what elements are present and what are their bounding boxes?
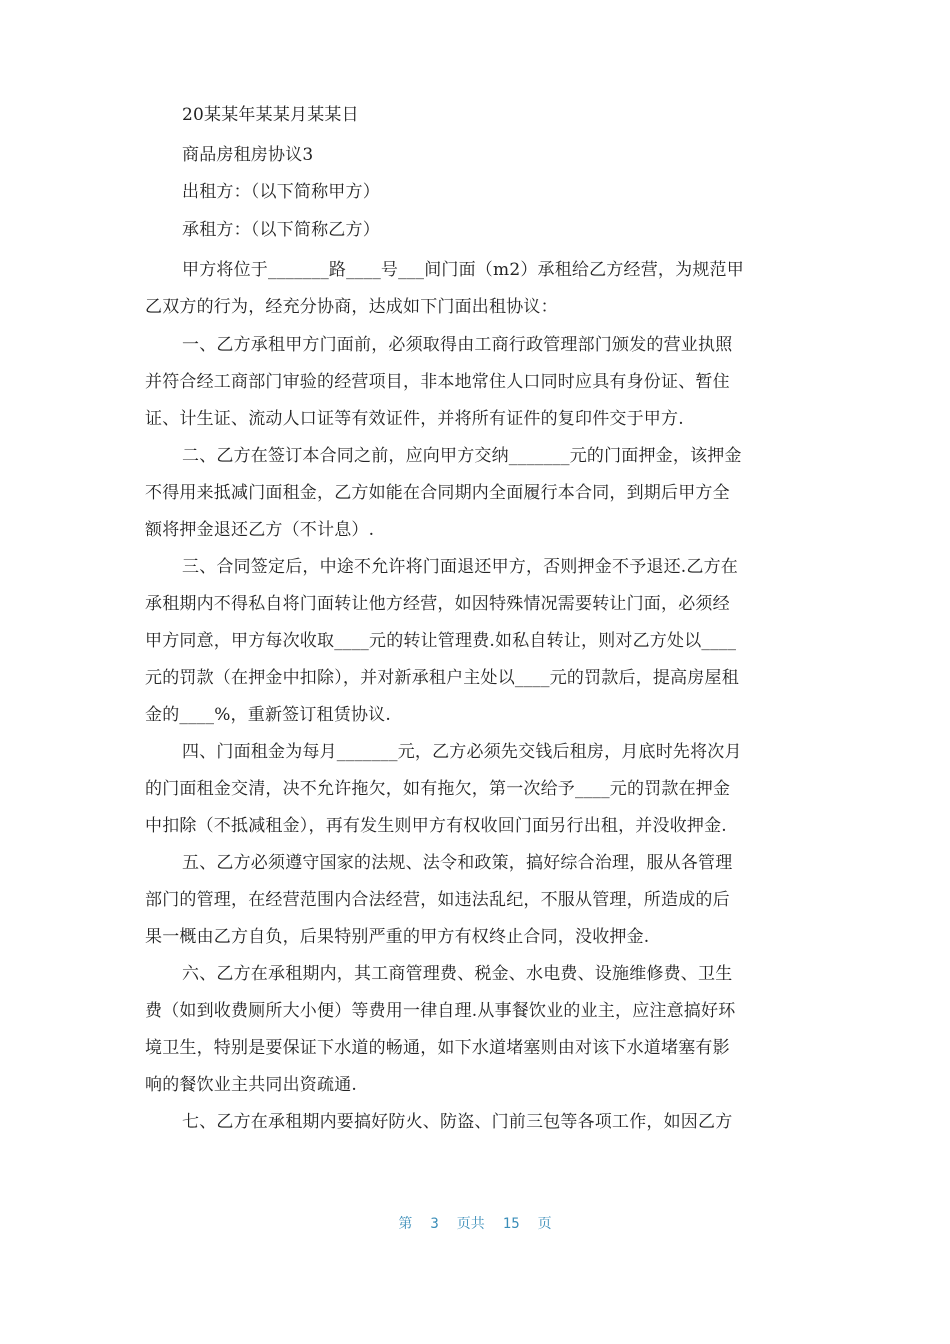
clause-3-line: 金的____%，重新签订租赁协议. (145, 705, 391, 725)
document-title: 商品房租房协议3 (182, 145, 314, 165)
date-line: 20某某年某某月某某日 (182, 105, 359, 125)
clause-3-line: 甲方同意，甲方每次收取____元的转让管理费.如私自转让，则对乙方处以____ (145, 631, 737, 651)
clause-3-line: 三、合同签定后，中途不允许将门面退还甲方，否则押金不予退还.乙方在 (182, 557, 739, 577)
clause-7-line: 七、乙方在承租期内要搞好防火、防盗、门前三包等各项工作，如因乙方 (182, 1112, 733, 1132)
clause-1-line: 证、计生证、流动人口证等有效证件，并将所有证件的复印件交于甲方. (145, 409, 684, 429)
clause-3-line: 承租期内不得私自将门面转让他方经营，如因特殊情况需要转让门面，必须经 (145, 594, 730, 614)
lessor-line: 出租方：（以下简称甲方） (182, 182, 380, 202)
page-label: 页 (537, 1216, 552, 1232)
page-footer (0, 1213, 950, 1233)
clause-6-line: 响的餐饮业主共同出资疏通. (145, 1075, 358, 1095)
clause-6-line: 费（如到收费厕所大小便）等费用一律自理.从事餐饮业的业主，应注意搞好环 (145, 1001, 736, 1021)
clause-6-line: 六、乙方在承租期内，其工商管理费、税金、水电费、设施维修费、卫生 (182, 964, 733, 984)
lessee-line: 承租方：（以下简称乙方） (182, 220, 380, 240)
clause-1-line: 一、乙方承租甲方门面前，必须取得由工商行政管理部门颁发的营业执照 (182, 335, 733, 355)
clause-4-line: 的门面租金交清，决不允许拖欠，如有拖欠，第一次给予____元的罚款在押金 (145, 779, 731, 799)
page-label: 第 (398, 1216, 413, 1232)
clause-6-line: 境卫生，特别是要保证下水道的畅通，如下水道堵塞则由对该下水道堵塞有影 (145, 1038, 730, 1058)
clause-2-line: 二、乙方在签订本合同之前，应向甲方交纳_______元的门面押金，该押金 (182, 446, 742, 466)
clause-4-line: 四、门面租金为每月_______元，乙方必须先交钱后租房，月底时先将次月 (182, 742, 742, 762)
current-page-number: 3 (430, 1216, 439, 1232)
clause-5-line: 果一概由乙方自负，后果特别严重的甲方有权终止合同，没收押金. (145, 927, 650, 947)
clause-5-line: 五、乙方必须遵守国家的法规、法令和政策，搞好综合治理，服从各管理 (182, 853, 733, 873)
clause-3-line: 元的罚款（在押金中扣除），并对新承租户主处以____元的罚款后，提高房屋租 (145, 668, 739, 688)
clause-5-line: 部门的管理，在经营范围内合法经营，如违法乱纪，不服从管理，所造成的后 (145, 890, 730, 910)
clause-2-line: 不得用来抵减门面租金，乙方如能在合同期内全面履行本合同，到期后甲方全 (145, 483, 730, 503)
page-label: 页共 (456, 1216, 485, 1232)
paragraph-intro-line: 乙双方的行为，经充分协商，达成如下门面出租协议： (145, 297, 558, 317)
clause-1-line: 并符合经工商部门审验的经营项目，非本地常住人口同时应具有身份证、暂住 (145, 372, 730, 392)
total-pages-number: 15 (502, 1216, 520, 1232)
clause-2-line: 额将押金退还乙方（不计息）. (145, 520, 375, 540)
paragraph-intro-line: 甲方将位于_______路____号___间门面（m2）承租给乙方经营，为规范甲 (182, 260, 744, 280)
clause-4-line: 中扣除（不抵减租金），再有发生则甲方有权收回门面另行出租，并没收押金. (145, 816, 727, 836)
